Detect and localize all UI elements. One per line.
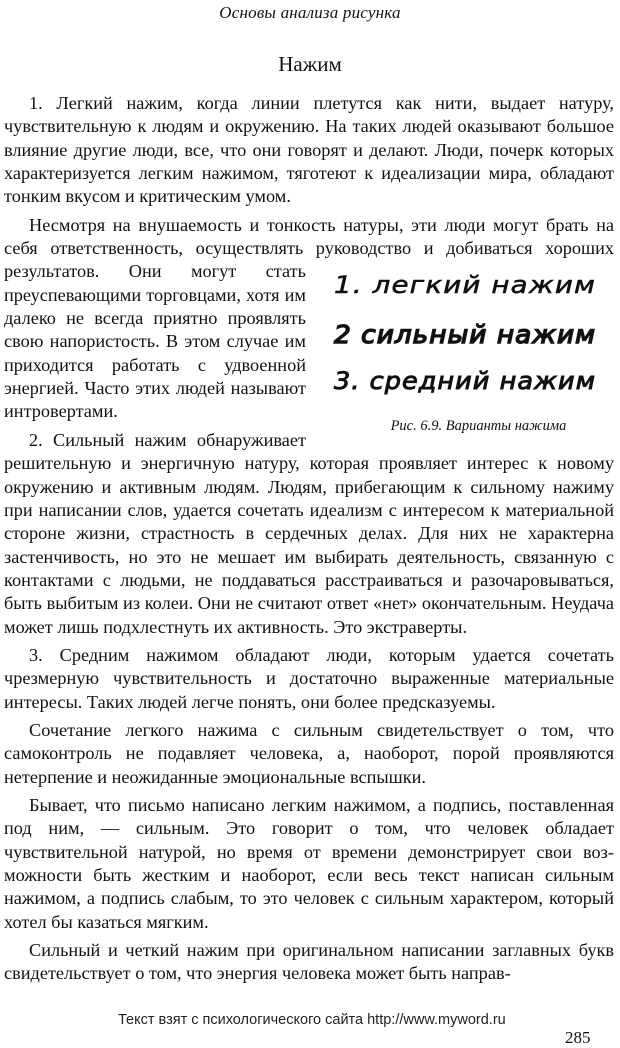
paragraph-suggestibility	[4, 214, 614, 435]
handwriting-samples-image	[318, 263, 614, 413]
handwriting-figure	[318, 263, 614, 446]
paragraph-suggestibility-wrapped-text: хороших результатов. Они могут стать преуспевающими торговцами, хотя им далеко не всегда приятно проявлять свою напористость. В этом случае им приходится работать с удвоенной энергией. Часто этих людей называют интровертами.	[4, 238, 614, 422]
section-title: Нажим	[278, 52, 342, 76]
paragraph-strong-pressure: 2. Сильный нажим обнаруживает решительную и энергичную натуру, которая проявляет интерес к новому окружению и активным людям. Людям, прибегающим к сильному нажиму при написании слов, удается сочетать идеализм с интересом к материальной стороне жизни, страстность в сердечных делах. Для них не характерна застенчивость, но это не мешает им выбирать деятельность, связанную с контактами с людьми, не поддаваться расстраиваться и разочаровываться, быть выбитым из колеи. Они не считают ответ «нет» окончательным. Неудача может лишь подхлестнуть их активность. Это экстраверты.	[4, 429, 614, 637]
paragraph-signature: Бывает, что письмо написано легким нажимом, а подпись, поставленная под ним, — сильным. Это говорит о том, что человек обладает чувствительной натурой, но время от времени демонстрирует свои возможности быть жестким и наоборот, если весь текст написан сильным нажимом, а подпись слабым, то это человек с сильным характером, который хотел бы казаться мягким.	[4, 794, 614, 932]
running-header: Основы анализа рисунка	[219, 3, 401, 22]
sample-medium-pressure: 3. средний нажим	[334, 367, 596, 396]
sample-strong-pressure: 2 сильный нажим	[334, 320, 596, 350]
page-body	[4, 92, 614, 991]
paragraph-capital-letters: Сильный и четкий нажим при оригинальном написании заглавных букв свидетельствует о том, что энергия человека может быть направ-	[4, 940, 614, 984]
paragraph-medium-pressure: 3. Средним нажимом обладают люди, которым удается сочетать чрезмерную чувствительность и достаточно выраженные материальные интересы. Таких людей легче понять, они более предсказуемы.	[4, 644, 614, 712]
figure-caption: Рис. 6.9. Варианты нажима	[390, 418, 567, 435]
page-number: 285	[565, 1028, 591, 1047]
sample-light-pressure: 1. легкий нажим	[334, 271, 596, 300]
paragraph-suggestibility-text: Несмотря на внушаемость и тонкость натуры, эти люди могут брать на себя ответственность, осуществлять руководство и добиваться	[4, 214, 614, 259]
source-footer: Текст взят с психологического сайта http://www.myword.ru	[118, 1012, 506, 1028]
paragraph-combination: Сочетание легкого нажима с сильным свидетельствует о том, что самоконтроль не подавляет человека, а, наоборот, порой проявляются нетерпение и неожиданные эмоциональные вспышки.	[4, 719, 614, 787]
paragraph-light-pressure: 1. Легкий нажим, когда линии плетутся как нити, выдает натуру, чувствительную к людям и окружению. На таких людей оказывают большое влияние другие люди, все, что они говорят и делают. Люди, почерк которых характеризуется легким нажимом, тяготеют к идеализации мира, обладают тонким вкусом и критическим умом.	[4, 93, 614, 207]
